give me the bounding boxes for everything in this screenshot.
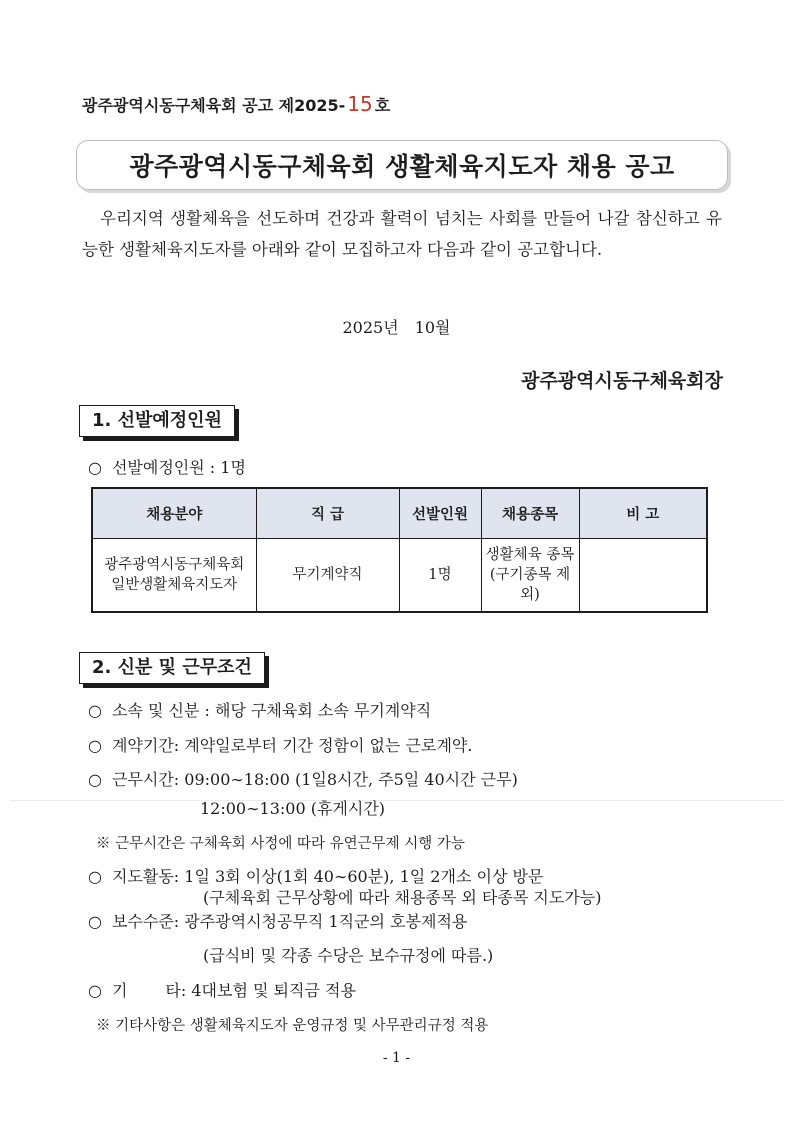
table-cell-grade: 무기계약직 [256, 539, 399, 613]
handwritten-notice-number: 15 [347, 92, 373, 116]
etc-label: 기 [111, 981, 128, 1000]
table-row [92, 539, 707, 613]
affiliation-line: ○ 소속 및 신분 : 해당 구체육회 소속 무기계약직 [88, 701, 432, 720]
activity-line: ○ 지도활동: 1일 3회 이상(1회 40∼60분), 1일 2개소 이상 방문 [88, 867, 544, 886]
organization-signature: 광주광역시동구체육회장 [521, 370, 723, 392]
table-header-grade: 직 급 [256, 488, 399, 539]
date-year: 2025년 [342, 318, 399, 337]
table-header-sport: 채용종목 [481, 488, 579, 539]
section1-heading: 1. 선발예정인원 [79, 405, 235, 437]
bullet-icon: ○ [88, 867, 102, 886]
section2-heading: 2. 신분 및 근무조건 [79, 652, 265, 684]
title-box [76, 140, 728, 190]
bullet-icon: ○ [88, 770, 102, 789]
page-number: - 1 - [382, 1050, 411, 1066]
table-header-count: 선발인원 [399, 488, 481, 539]
pay-subline: (급식비 및 각종 수당은 보수규정에 따름.) [203, 946, 494, 965]
hours-note: ※ 근무시간은 구체육회 사정에 따라 유연근무제 시행 가능 [96, 836, 465, 852]
hours-line: ○ 근무시간: 09:00∼18:00 (1일8시간, 주5일 40시간 근무) [88, 770, 518, 789]
pay-line: ○ 보수수준: 광주광역시청공무직 1직군의 호봉제적용 [88, 912, 468, 931]
table-cell-field: 광주광역시동구체육회 일반생활체육지도자 [92, 539, 256, 613]
bullet-icon: ○ [88, 912, 102, 931]
hours-break-line: 12:00∼13:00 (휴게시간) [200, 799, 386, 818]
section1-line-text: 선발예정인원 : 1명 [111, 458, 246, 477]
bullet-icon: ○ [88, 701, 102, 720]
document-title: 광주광역시동구체육회 생활체육지도자 채용 공고 [129, 152, 675, 181]
notice-prefix: 광주광역시동구체육회 공고 제2025- [82, 96, 346, 115]
bullet-icon: ○ [88, 458, 102, 477]
table-cell-sport: 생활체육 종목 (구기종목 제외) [481, 539, 579, 613]
contract-line: ○ 계약기간: 계약일로부터 기간 정함이 없는 근로계약. [88, 736, 473, 755]
notice-number [82, 92, 390, 116]
etc-note: ※ 기타사항은 생활체육지도자 운영규정 및 사무관리규정 적용 [96, 1018, 489, 1034]
notice-date [0, 315, 793, 338]
bullet-icon: ○ [88, 736, 102, 755]
scan-fold-line [10, 800, 783, 801]
activity-subline: (구체육회 근무상황에 따라 채용종목 외 타종목 지도가능) [203, 888, 602, 907]
notice-suffix: 호 [374, 96, 391, 115]
intro-paragraph [82, 203, 722, 265]
table-header-field: 채용분야 [92, 488, 256, 539]
recruit-table [91, 487, 708, 613]
table-header-row [92, 488, 707, 539]
table-cell-remarks [579, 539, 707, 613]
intro-text: 우리지역 생활체육을 선도하며 건강과 활력이 넘치는 사회를 만들어 나갈 참신하고 유능한 생활체육지도자를 아래와 같이 모집하고자 다음과 같이 공고합니다. [82, 209, 722, 259]
section1-line [88, 455, 246, 478]
etc-line: ○ 기 타: 4대보험 및 퇴직금 적용 [88, 981, 356, 1000]
date-month: 10월 [414, 318, 451, 337]
table-header-remarks: 비 고 [579, 488, 707, 539]
table-cell-count: 1명 [399, 539, 481, 613]
bullet-icon: ○ [88, 981, 102, 1000]
